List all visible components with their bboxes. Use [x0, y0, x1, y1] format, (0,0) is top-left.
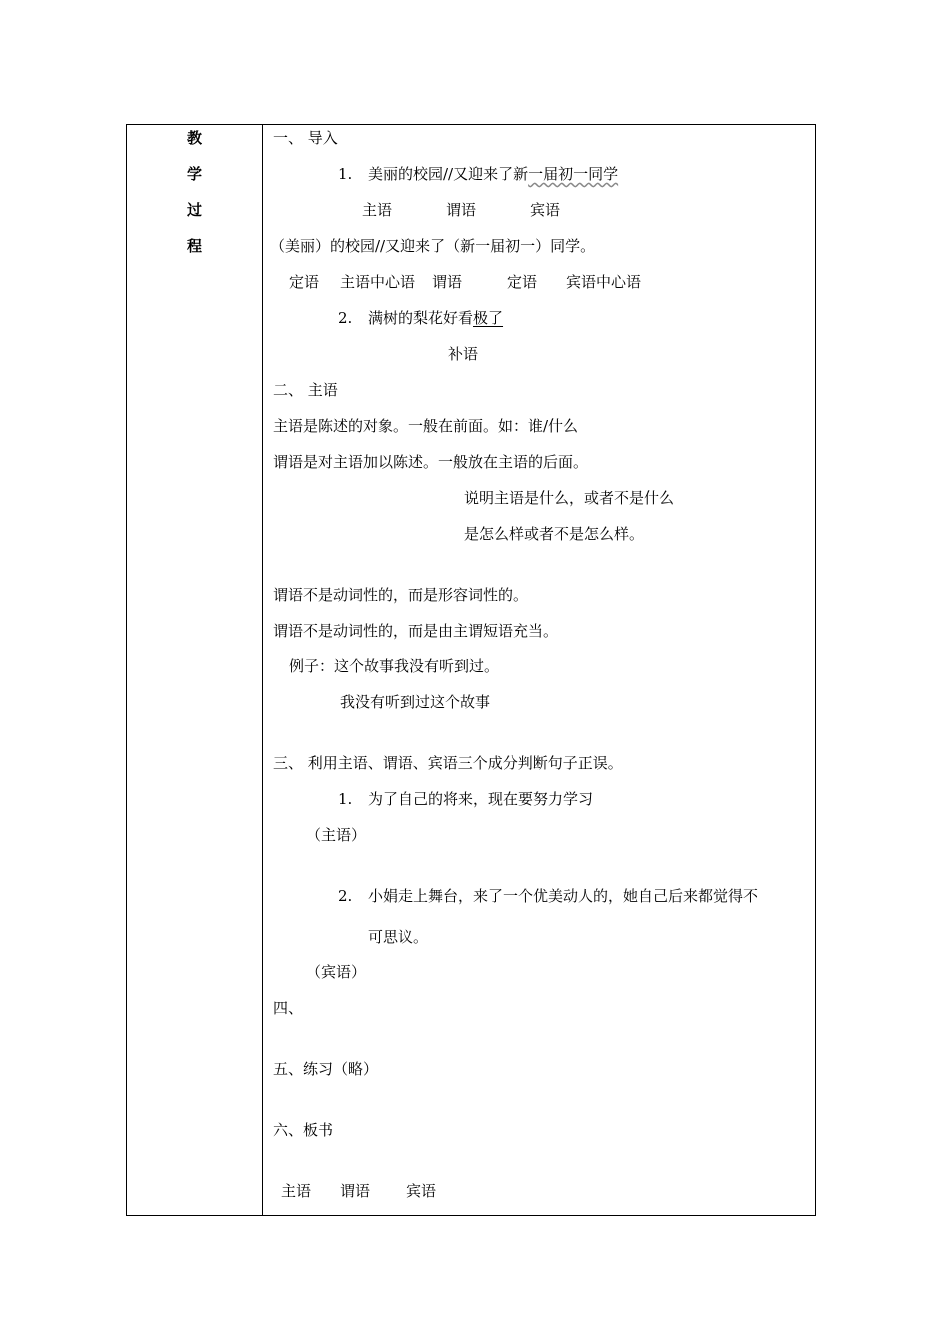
role-complement: 补语 [448, 345, 479, 363]
label-char-1: 教 [186, 129, 202, 147]
example-2-part-a: 满树的梨花好看 [368, 309, 474, 327]
section-6-heading: 六、板书 [273, 1121, 334, 1139]
section-2-line-4: 是怎么样或者不是怎么样。 [464, 525, 645, 543]
section-2-heading: 二、 主语 [273, 381, 338, 399]
question-1-answer: （主语） [306, 826, 367, 844]
question-1-number: 1. [338, 790, 353, 808]
role2-attributive-1: 定语 [289, 273, 320, 291]
example-2-part-b: 极了 [473, 309, 504, 327]
section-2-example-reordered: 我没有听到过这个故事 [340, 693, 491, 711]
example-1-part-b: 一届初一同学 [528, 165, 619, 183]
role-object: 宾语 [530, 201, 561, 219]
section-4-heading: 四、 [273, 999, 304, 1017]
question-2-sentence-line-1: 小娟走上舞台，来了一个优美动人的，她自己后来都觉得不 [368, 887, 759, 905]
column-divider [262, 124, 263, 1216]
section-2-example: 例子：这个故事我没有听到过。 [289, 657, 500, 675]
section-2-line-2: 谓语是对主语加以陈述。一般放在主语的后面。 [273, 453, 589, 471]
role2-attributive-2: 定语 [507, 273, 538, 291]
section-1-heading: 一、 导入 [273, 129, 338, 147]
section-2-line-3: 说明主语是什么，或者不是什么 [464, 489, 675, 507]
section-5-heading: 五、练习（略） [273, 1060, 379, 1078]
role2-subject-head: 主语中心语 [340, 273, 416, 291]
role2-object-head: 宾语中心语 [566, 273, 642, 291]
question-2-answer: （宾语） [306, 963, 367, 981]
board-subject: 主语 [281, 1182, 312, 1200]
board-object: 宾语 [406, 1182, 437, 1200]
section-2-line-1: 主语是陈述的对象。一般在前面。如：谁/什么 [273, 417, 579, 435]
label-char-2: 学 [186, 165, 202, 183]
role-predicate: 谓语 [446, 201, 477, 219]
board-predicate: 谓语 [340, 1182, 371, 1200]
role2-predicate: 谓语 [432, 273, 463, 291]
question-2-sentence-line-2: 可思议。 [368, 928, 429, 946]
example-2-sentence [368, 308, 503, 328]
role-subject: 主语 [362, 201, 393, 219]
section-3-heading: 三、 利用主语、谓语、宾语三个成分判断句子正误。 [273, 754, 623, 772]
section-2-line-6: 谓语不是动词性的，而是由主谓短语充当。 [273, 622, 559, 640]
label-char-3: 过 [186, 201, 202, 219]
example-1-sentence [368, 164, 618, 184]
question-2-number: 2. [338, 887, 353, 905]
question-1-sentence: 为了自己的将来，现在要努力学习 [368, 790, 594, 808]
example-1-number: 1. [338, 165, 353, 183]
example-1-part-a: 美丽的校园//又迎来了新 [368, 165, 529, 183]
section-2-line-5: 谓语不是动词性的，而是形容词性的。 [273, 586, 529, 604]
example-2-number: 2. [338, 309, 353, 327]
label-char-4: 程 [186, 237, 202, 255]
example-1-bracketed: （美丽）的校园//又迎来了（新一届初一）同学。 [270, 237, 596, 255]
